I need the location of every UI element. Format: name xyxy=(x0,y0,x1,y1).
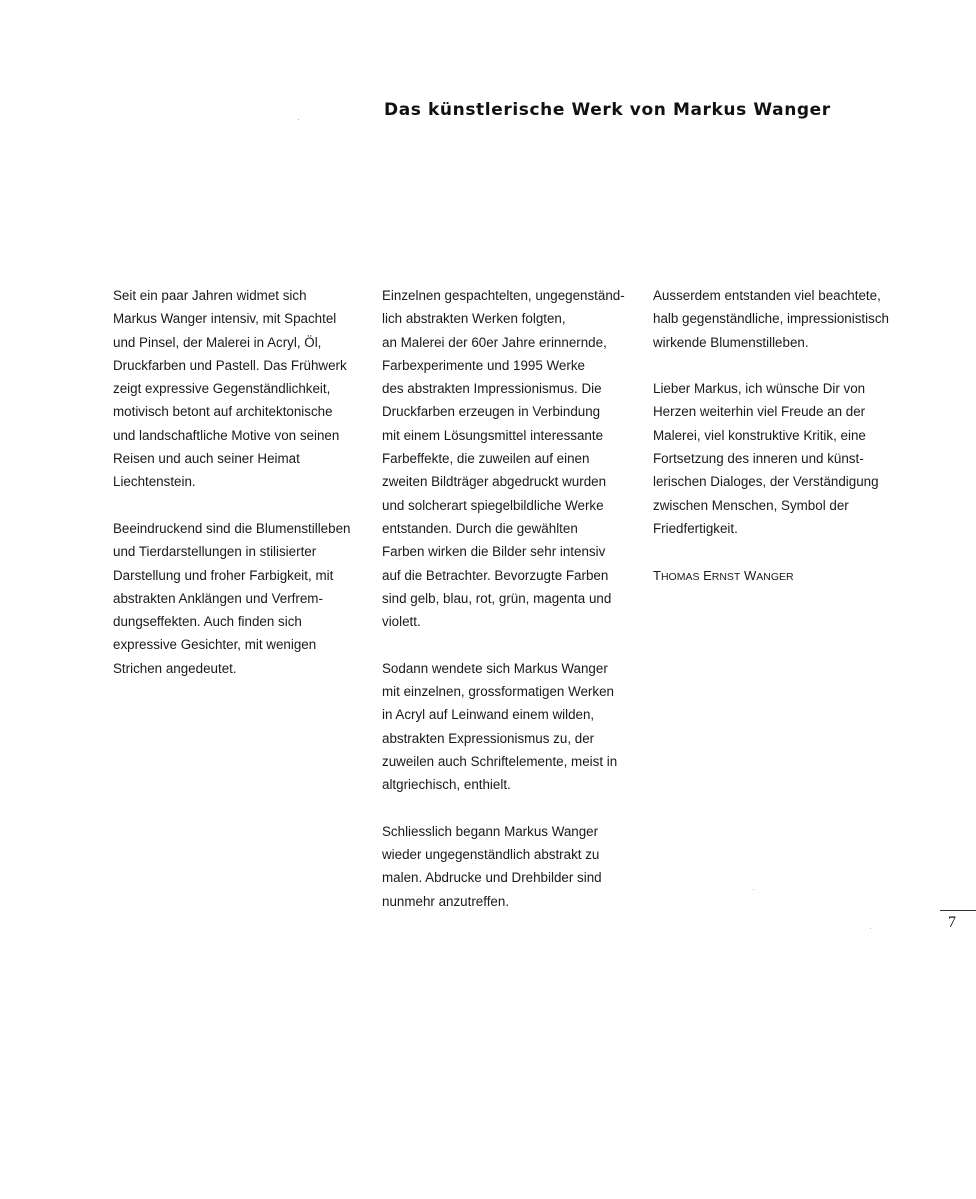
text-line: wieder ungegenständlich abstrakt zu xyxy=(382,847,600,863)
text-line: und solcherart spiegelbildliche Werke xyxy=(382,497,604,513)
text-line: motivisch betont auf architektonische xyxy=(113,404,333,420)
scan-speck xyxy=(870,928,871,929)
text-line: lerischen Dialoges, der Verständigung xyxy=(653,474,879,490)
paragraph-spacer xyxy=(382,797,625,820)
text-column-1 xyxy=(113,284,350,680)
text-line: und Pinsel, der Malerei in Acryl, Öl, xyxy=(113,334,322,350)
paragraph xyxy=(653,284,889,354)
text-line: altgriechisch, enthielt. xyxy=(382,777,511,793)
page-number-rule xyxy=(940,910,976,911)
text-column-3 xyxy=(653,284,889,589)
scan-speck xyxy=(753,889,754,890)
text-line: nunmehr anzutreffen. xyxy=(382,893,510,909)
paragraph-spacer xyxy=(653,354,889,377)
text-line: Beeindruckend sind die Blumenstilleben xyxy=(113,520,351,536)
text-line: zweiten Bildträger abgedruckt wurden xyxy=(382,474,607,490)
text-line: Sodann wendete sich Markus Wanger xyxy=(382,660,608,676)
paragraph-spacer xyxy=(113,494,350,517)
text-line: an Malerei der 60er Jahre erinnernde, xyxy=(382,334,607,350)
text-line: Farbexperimente und 1995 Werke xyxy=(382,357,585,373)
text-line: Ausserdem entstanden viel beachtete, xyxy=(653,288,881,303)
paragraph xyxy=(382,820,625,913)
text-line: abstrakten Anklängen und Verfrem- xyxy=(113,590,323,606)
text-line: lich abstrakten Werken folgten, xyxy=(382,311,566,327)
text-line: und landschaftliche Motive von seinen xyxy=(113,427,340,443)
paragraph-spacer xyxy=(382,633,625,656)
text-line: zeigt expressive Gegenständlichkeit, xyxy=(113,381,331,397)
paragraph xyxy=(113,284,350,494)
text-line: in Acryl auf Leinwand einem wilden, xyxy=(382,707,595,723)
author-signature: THOMAS ERNST WANGER xyxy=(653,567,794,583)
text-line: Malerei, viel konstruktive Kritik, eine xyxy=(653,427,866,443)
paragraph xyxy=(382,284,625,633)
text-line: und Tierdarstellungen in stilisierter xyxy=(113,544,317,560)
text-line: abstrakten Expressionismus zu, der xyxy=(382,730,595,746)
text-line: des abstrakten Impressionismus. Die xyxy=(382,381,602,397)
text-line: mit einzelnen, grossformatigen Werken xyxy=(382,684,614,700)
text-line: Markus Wanger intensiv, mit Spachtel xyxy=(113,311,337,327)
paragraph-spacer xyxy=(653,540,889,563)
page-number: 7 xyxy=(948,914,956,931)
text-line: zuweilen auch Schriftelemente, meist in xyxy=(382,753,618,769)
text-line: Reisen und auch seiner Heimat xyxy=(113,451,300,467)
text-line: Farbeffekte, die zuweilen auf einen xyxy=(382,451,590,467)
text-line: Farben wirken die Bilder sehr intensiv xyxy=(382,544,606,560)
text-line: expressive Gesichter, mit wenigen xyxy=(113,637,317,653)
text-line: wirkende Blumenstilleben. xyxy=(653,334,809,350)
text-line: Strichen angedeutet. xyxy=(113,660,237,676)
text-line: Seit ein paar Jahren widmet sich xyxy=(113,288,307,303)
text-line: Druckfarben erzeugen in Verbindung xyxy=(382,404,601,420)
text-line: malen. Abdrucke und Drehbilder sind xyxy=(382,870,602,886)
paragraph xyxy=(653,377,889,540)
text-line: violett. xyxy=(382,614,421,630)
text-line: Friedfertigkeit. xyxy=(653,520,738,536)
text-line: dungseffekten. Auch finden sich xyxy=(113,614,302,630)
paragraph xyxy=(113,517,350,680)
text-column-2 xyxy=(382,284,625,913)
text-line: Lieber Markus, ich wünsche Dir von xyxy=(653,381,866,397)
text-line: entstanden. Durch die gewählten xyxy=(382,520,578,536)
text-line: Darstellung und froher Farbigkeit, mit xyxy=(113,567,334,583)
text-line: Druckfarben und Pastell. Das Frühwerk xyxy=(113,357,347,373)
text-line: Fortsetzung des inneren und künst- xyxy=(653,451,864,467)
text-line: halb gegenständliche, impressionistisch xyxy=(653,311,889,327)
text-line: zwischen Menschen, Symbol der xyxy=(653,497,849,513)
text-line: mit einem Lösungsmittel interessante xyxy=(382,427,604,443)
page-title: Das künstlerische Werk von Markus Wanger xyxy=(384,100,831,120)
text-line: Schliesslich begann Markus Wanger xyxy=(382,823,599,839)
scan-speck xyxy=(298,119,299,120)
paragraph xyxy=(382,657,625,797)
text-line: Einzelnen gespachtelten, ungegenständ- xyxy=(382,288,625,303)
text-line: Herzen weiterhin viel Freude an der xyxy=(653,404,866,420)
text-line: auf die Betrachter. Bevorzugte Farben xyxy=(382,567,609,583)
text-line: Liechtenstein. xyxy=(113,474,196,490)
text-line: sind gelb, blau, rot, grün, magenta und xyxy=(382,590,612,606)
